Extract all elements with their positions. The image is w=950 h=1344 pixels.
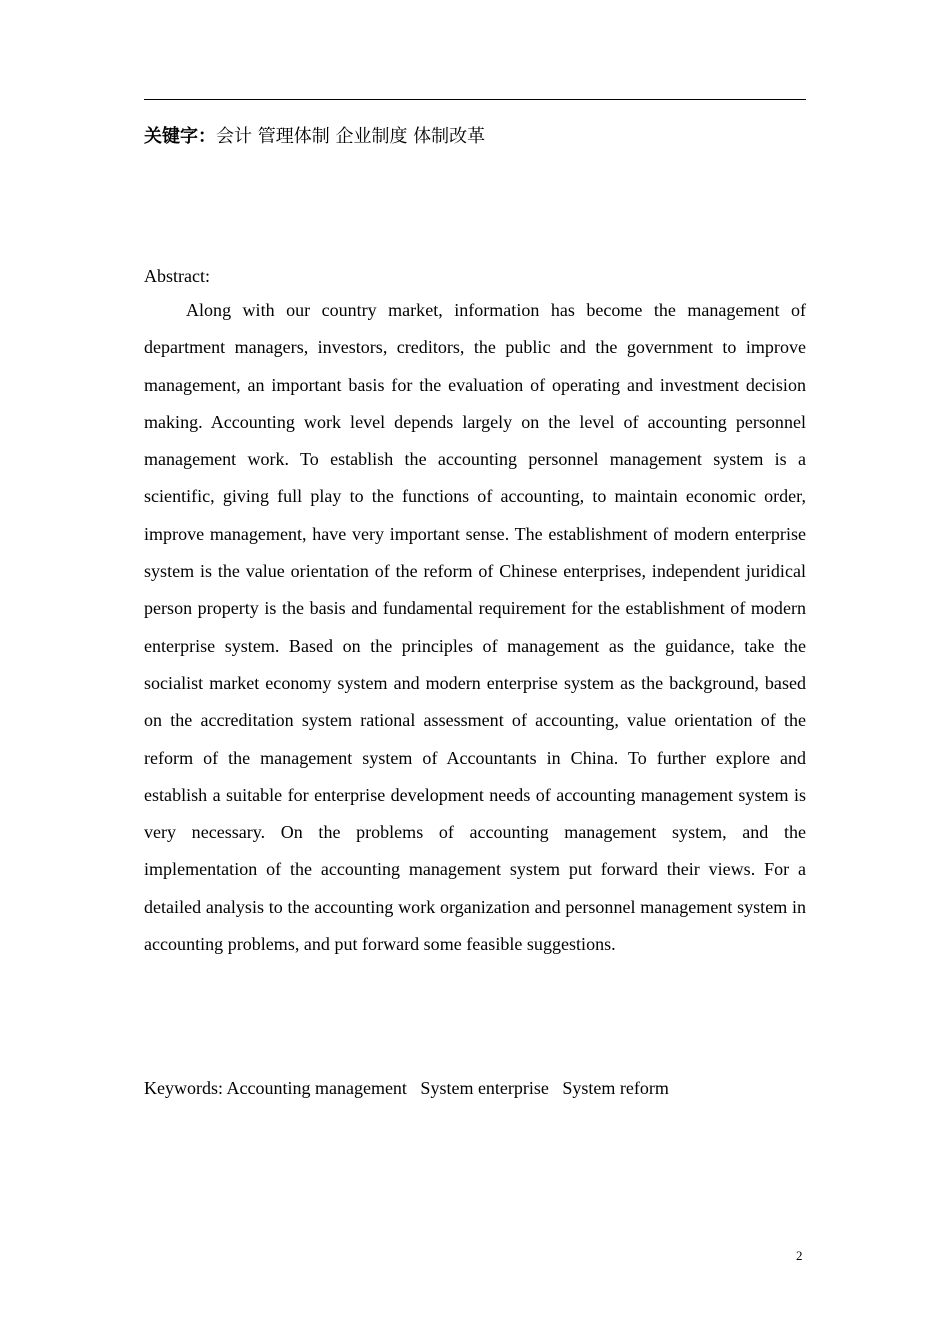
- chinese-keywords-terms: 会计 管理体制 企业制度 体制改革: [216, 126, 486, 147]
- chinese-keywords-line: [144, 124, 485, 150]
- english-keywords-line: Keywords: Accounting management System enterprise System reform: [144, 1078, 669, 1098]
- abstract-heading: Abstract:: [144, 266, 210, 286]
- abstract-body: Along with our country market, information has become the management of department managers, investors, creditors, the public and the government to improve management, an important basis for the evaluation of operating and investment decision making. Accounting work level depends largely on the level of accounting personnel management work. To establish the accounting personnel management system is a scientific, giving full play to the functions of accounting, to maintain economic order, improve management, have very important sense. The establishment of modern enterprise system is the value orientation of the reform of Chinese enterprises, independent juridical person property is the basis and fundamental requirement for the establishment of modern enterprise system. Based on the principles of management as the guidance, take the socialist market economy system and modern enterprise system as the background, based on the accreditation system rational assessment of accounting, value orientation of the reform of the management system of Accountants in China. To further explore and establish a suitable for enterprise development needs of accounting management system is very necessary. On the problems of accounting management system, and the implementation of the accounting management system put forward their views. For a detailed analysis to the accounting work organization and personnel management system in accounting problems, and put forward some feasible suggestions.: [144, 300, 806, 955]
- chinese-keywords-label: 关键字：: [144, 126, 216, 147]
- page-number: 2: [796, 1248, 803, 1263]
- top-horizontal-rule: [144, 99, 806, 100]
